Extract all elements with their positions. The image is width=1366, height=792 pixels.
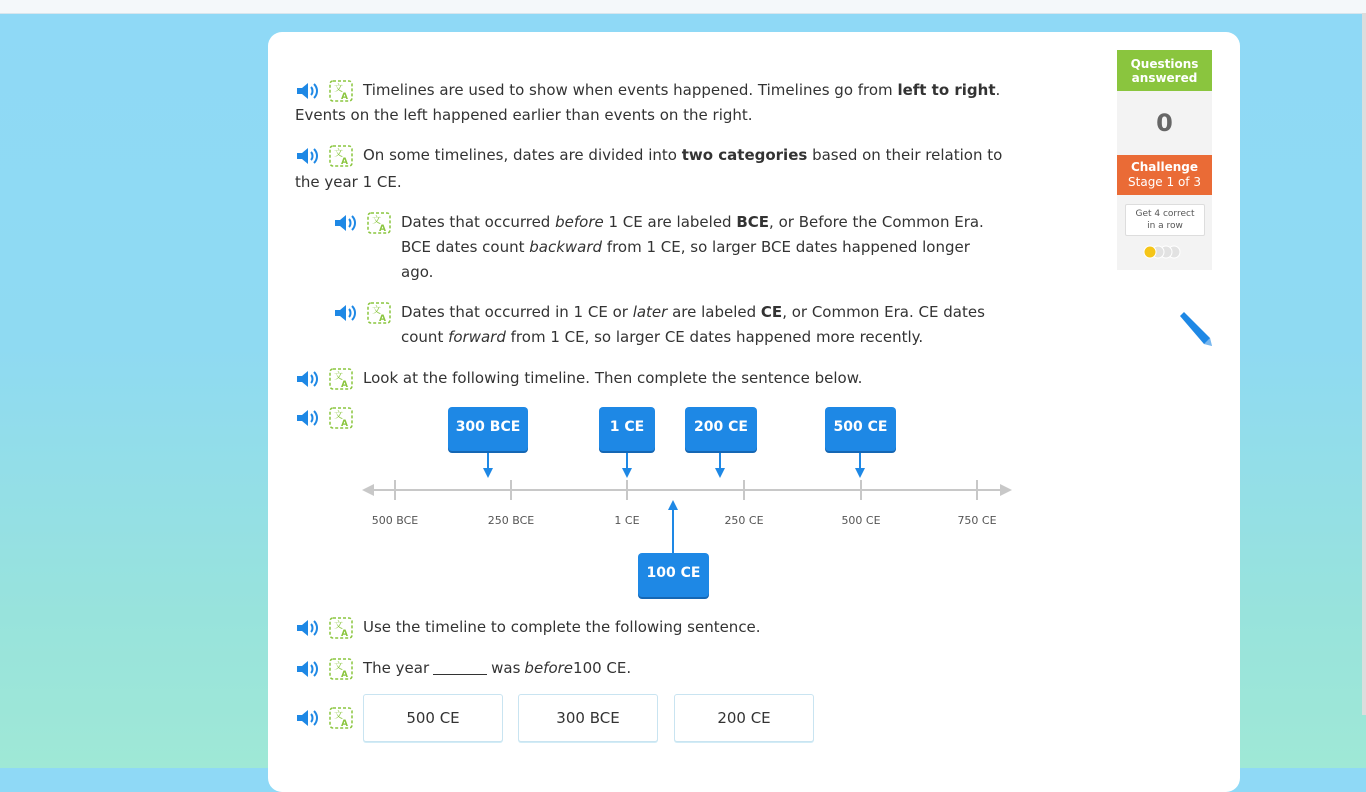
text-line bbox=[401, 325, 1001, 350]
progress-sidebar bbox=[1117, 50, 1212, 270]
emphasis: backward bbox=[529, 238, 603, 256]
text-run: based on their relation to bbox=[807, 146, 1003, 164]
svg-text:文: 文 bbox=[334, 83, 344, 94]
emphasis: forward bbox=[448, 328, 506, 346]
tick-label: 500 CE bbox=[841, 514, 881, 527]
emphasis: before bbox=[555, 213, 604, 231]
paragraph-look bbox=[295, 366, 1015, 391]
challenge-box bbox=[1117, 195, 1212, 270]
axis-arrow-left bbox=[362, 484, 374, 496]
text-run: the year 1 CE. bbox=[295, 173, 402, 191]
text-run: 1 CE are labeled bbox=[603, 213, 737, 231]
timeline-tag-200-ce: 200 CE bbox=[685, 407, 757, 451]
tick-label: 500 BCE bbox=[371, 514, 419, 527]
svg-text:A: A bbox=[341, 718, 348, 729]
paragraph-categories-line2 bbox=[295, 170, 1015, 195]
svg-text:A: A bbox=[379, 223, 386, 234]
challenge-title: Challenge bbox=[1130, 160, 1199, 174]
tick-label: 1 CE bbox=[614, 514, 640, 527]
text-run: from 1 CE, so larger CE dates happened more recently. bbox=[505, 328, 924, 346]
choices-icons bbox=[295, 705, 363, 730]
challenge-progress-dots bbox=[1143, 245, 1193, 259]
pointer-arrow bbox=[668, 500, 678, 510]
translate-icon[interactable] bbox=[329, 658, 355, 680]
text-line bbox=[401, 300, 1001, 325]
text-run: Get 4 correct bbox=[1135, 209, 1195, 219]
speaker-icon[interactable] bbox=[295, 80, 321, 102]
text-run: ago. bbox=[401, 263, 434, 281]
paragraph-categories bbox=[295, 143, 1015, 168]
translate-icon[interactable] bbox=[329, 617, 355, 639]
speaker-icon[interactable] bbox=[295, 617, 321, 639]
questions-answered-count: 0 bbox=[1117, 91, 1212, 155]
timeline-tag-1-ce: 1 CE bbox=[599, 407, 655, 451]
pencil-icon[interactable] bbox=[1174, 308, 1214, 348]
tick-label: 750 CE bbox=[957, 514, 997, 527]
text-run: answered bbox=[1131, 70, 1198, 85]
text-run: , or Before the Common Era. bbox=[769, 213, 984, 231]
pointer-arrow bbox=[715, 468, 725, 478]
challenge-header bbox=[1117, 155, 1212, 195]
emphasis: before bbox=[524, 659, 574, 677]
questions-answered-header bbox=[1117, 50, 1212, 91]
timeline bbox=[360, 405, 1020, 605]
emphasis: BCE bbox=[736, 213, 770, 231]
paragraph-use bbox=[295, 615, 1015, 640]
text-run: from 1 CE, so larger BCE dates happened longer bbox=[602, 238, 970, 256]
speaker-icon[interactable] bbox=[295, 407, 321, 429]
text-run: , or Common Era. CE dates bbox=[782, 303, 985, 321]
text-line bbox=[401, 235, 1001, 260]
translate-icon[interactable] bbox=[367, 302, 393, 324]
text-run: The year bbox=[363, 659, 430, 677]
text-run: was bbox=[491, 659, 521, 677]
text-run: Dates that occurred in 1 CE or bbox=[401, 303, 633, 321]
text-line bbox=[401, 260, 1001, 285]
svg-text:文: 文 bbox=[334, 148, 344, 159]
translate-icon[interactable] bbox=[367, 212, 393, 234]
text-run: Timelines are used to show when events happened. Timelines go from bbox=[363, 81, 898, 99]
bullet-bce bbox=[333, 210, 1013, 285]
tick-label: 250 CE bbox=[724, 514, 764, 527]
top-bar bbox=[0, 0, 1366, 14]
timeline-tag-300-bce: 300 BCE bbox=[448, 407, 528, 451]
translate-icon[interactable] bbox=[329, 707, 355, 729]
text-run: BCE dates count bbox=[401, 238, 530, 256]
text-run: in a row bbox=[1147, 221, 1183, 231]
emphasis: two categories bbox=[681, 146, 808, 164]
challenge-goal bbox=[1125, 204, 1205, 236]
pointer-arrow bbox=[855, 468, 865, 478]
choice-200-ce[interactable]: 200 CE bbox=[674, 694, 814, 742]
paragraph-categories-text bbox=[363, 143, 1002, 168]
text-run: Look at the following timeline. Then complete the sentence below. bbox=[363, 369, 863, 387]
text-run: are labeled bbox=[667, 303, 761, 321]
svg-text:文: 文 bbox=[372, 305, 382, 316]
text-run: Events on the left happened earlier than events on the right. bbox=[295, 106, 753, 124]
timeline-icons bbox=[295, 405, 363, 430]
translate-icon[interactable] bbox=[329, 407, 355, 429]
svg-text:A: A bbox=[341, 628, 348, 639]
bullet-ce bbox=[333, 300, 1013, 350]
tick-label: 250 BCE bbox=[487, 514, 535, 527]
bullet-ce-text bbox=[401, 300, 1001, 350]
speaker-icon[interactable] bbox=[295, 658, 321, 680]
speaker-icon[interactable] bbox=[295, 368, 321, 390]
svg-text:A: A bbox=[379, 313, 386, 324]
pointer-arrow bbox=[622, 468, 632, 478]
choice-300-bce[interactable]: 300 BCE bbox=[518, 694, 658, 742]
bullet-bce-text bbox=[401, 210, 1001, 285]
speaker-icon[interactable] bbox=[333, 302, 359, 324]
svg-text:文: 文 bbox=[334, 661, 344, 672]
svg-text:文: 文 bbox=[334, 410, 344, 421]
svg-text:A: A bbox=[341, 91, 348, 102]
svg-text:文: 文 bbox=[334, 620, 344, 631]
svg-text:A: A bbox=[341, 418, 348, 429]
text-run: On some timelines, dates are divided into bbox=[363, 146, 682, 164]
text-run: Questions bbox=[1130, 56, 1199, 71]
svg-text:文: 文 bbox=[334, 710, 344, 721]
paragraph-intro-line2 bbox=[295, 103, 1015, 128]
svg-text:文: 文 bbox=[334, 371, 344, 382]
paragraph-intro bbox=[295, 78, 1015, 103]
speaker-icon[interactable] bbox=[295, 707, 321, 729]
speaker-icon[interactable] bbox=[295, 145, 321, 167]
challenge-stage: Stage 1 of 3 bbox=[1128, 175, 1201, 189]
svg-text:A: A bbox=[341, 379, 348, 390]
question-sentence bbox=[295, 656, 1015, 681]
text-run: count bbox=[401, 328, 449, 346]
svg-text:A: A bbox=[341, 156, 348, 167]
speaker-icon[interactable] bbox=[333, 212, 359, 234]
timeline-tag-500-ce: 500 CE bbox=[825, 407, 896, 451]
emphasis: later bbox=[632, 303, 668, 321]
text-line bbox=[401, 210, 1001, 235]
translate-icon[interactable] bbox=[329, 80, 355, 102]
text-run: . bbox=[995, 81, 1001, 99]
translate-icon[interactable] bbox=[329, 145, 355, 167]
choice-500-ce[interactable]: 500 CE bbox=[363, 694, 503, 742]
scrollbar[interactable] bbox=[1362, 13, 1366, 715]
text-run: Use the timeline to complete the following sentence. bbox=[363, 618, 761, 636]
svg-text:A: A bbox=[341, 669, 348, 680]
paragraph-intro-text bbox=[363, 78, 1015, 103]
svg-text:文: 文 bbox=[372, 215, 382, 226]
text-run: 100 CE. bbox=[573, 659, 632, 677]
answer-blank bbox=[433, 656, 487, 675]
emphasis: left to right bbox=[897, 81, 996, 99]
axis-arrow-right bbox=[1000, 484, 1012, 496]
emphasis: CE bbox=[760, 303, 783, 321]
timeline-tag-100-ce: 100 CE bbox=[638, 553, 709, 597]
pointer-arrow bbox=[483, 468, 493, 478]
text-run: Dates that occurred bbox=[401, 213, 556, 231]
progress-dot-filled bbox=[1144, 246, 1156, 258]
translate-icon[interactable] bbox=[329, 368, 355, 390]
